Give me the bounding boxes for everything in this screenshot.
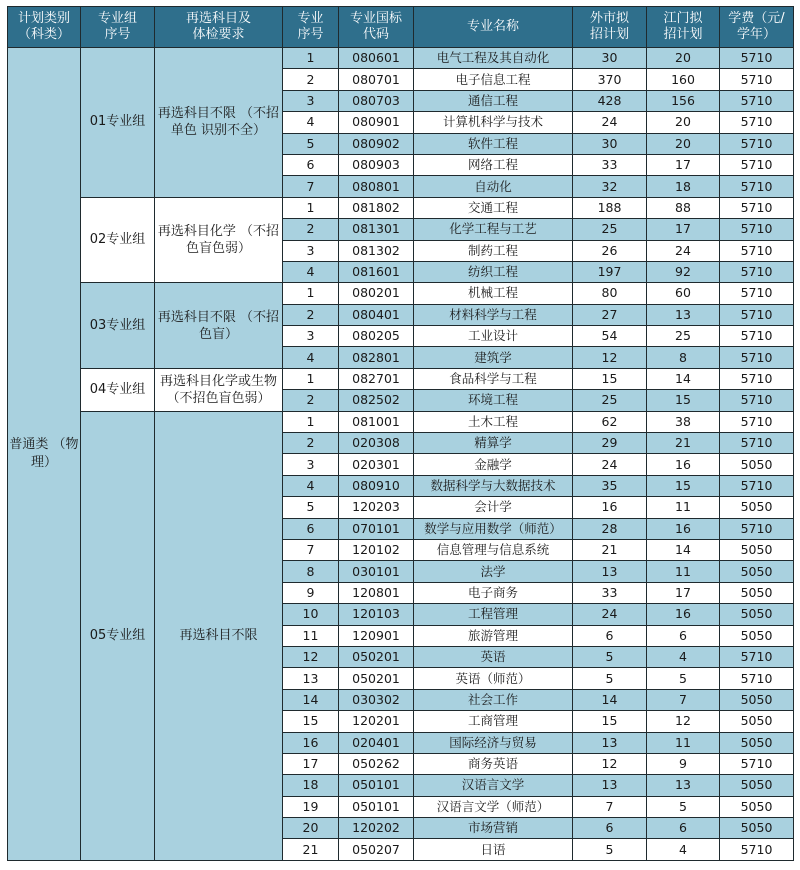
major-seq-cell: 8	[283, 561, 339, 582]
header-category: 计划类别 （科类）	[8, 7, 81, 48]
tuition-cell: 5050	[720, 711, 794, 732]
jiangmen-plan-cell: 17	[647, 154, 720, 175]
tuition-cell: 5710	[720, 219, 794, 240]
tuition-cell: 5050	[720, 497, 794, 518]
major-code-cell: 080901	[339, 112, 414, 133]
major-seq-cell: 1	[283, 48, 339, 69]
major-name-cell: 化学工程与工艺	[414, 219, 573, 240]
major-seq-cell: 6	[283, 518, 339, 539]
major-name-cell: 法学	[414, 561, 573, 582]
major-name-cell: 信息管理与信息系统	[414, 539, 573, 560]
tuition-cell: 5710	[720, 48, 794, 69]
outside-plan-cell: 12	[573, 753, 647, 774]
tuition-cell: 5710	[720, 390, 794, 411]
jiangmen-plan-cell: 17	[647, 219, 720, 240]
major-code-cell: 080910	[339, 475, 414, 496]
major-code-cell: 020308	[339, 433, 414, 454]
table-row	[8, 368, 794, 389]
major-name-cell: 制药工程	[414, 240, 573, 261]
tuition-cell: 5050	[720, 582, 794, 603]
tuition-cell: 5710	[720, 304, 794, 325]
outside-plan-cell: 27	[573, 304, 647, 325]
tuition-cell: 5050	[720, 689, 794, 710]
outside-plan-cell: 24	[573, 112, 647, 133]
outside-plan-cell: 197	[573, 261, 647, 282]
major-name-cell: 市场营销	[414, 818, 573, 839]
jiangmen-plan-cell: 60	[647, 283, 720, 304]
outside-plan-cell: 5	[573, 646, 647, 667]
tuition-cell: 5710	[720, 839, 794, 860]
major-name-cell: 电气工程及其自动化	[414, 48, 573, 69]
major-seq-cell: 21	[283, 839, 339, 860]
major-name-cell: 汉语言文学	[414, 775, 573, 796]
outside-plan-cell: 30	[573, 48, 647, 69]
tuition-cell: 5050	[720, 625, 794, 646]
tuition-cell: 5710	[720, 197, 794, 218]
major-code-cell: 080601	[339, 48, 414, 69]
outside-plan-cell: 32	[573, 176, 647, 197]
outside-plan-cell: 5	[573, 668, 647, 689]
jiangmen-plan-cell: 25	[647, 326, 720, 347]
tuition-cell: 5710	[720, 283, 794, 304]
jiangmen-plan-cell: 13	[647, 775, 720, 796]
major-name-cell: 工商管理	[414, 711, 573, 732]
outside-plan-cell: 6	[573, 818, 647, 839]
major-seq-cell: 10	[283, 604, 339, 625]
tuition-cell: 5050	[720, 732, 794, 753]
requirement-cell: 再选科目不限 （不招单色 识别不全）	[155, 48, 283, 198]
enrollment-plan-table	[7, 6, 794, 861]
major-name-cell: 旅游管理	[414, 625, 573, 646]
major-code-cell: 030302	[339, 689, 414, 710]
major-name-cell: 网络工程	[414, 154, 573, 175]
jiangmen-plan-cell: 92	[647, 261, 720, 282]
tuition-cell: 5710	[720, 411, 794, 432]
major-code-cell: 082701	[339, 368, 414, 389]
major-seq-cell: 17	[283, 753, 339, 774]
major-seq-cell: 20	[283, 818, 339, 839]
jiangmen-plan-cell: 18	[647, 176, 720, 197]
jiangmen-plan-cell: 156	[647, 90, 720, 111]
outside-plan-cell: 21	[573, 539, 647, 560]
group-number-cell: 01专业组	[81, 48, 155, 198]
outside-plan-cell: 28	[573, 518, 647, 539]
requirement-cell: 再选科目化学 （不招色盲色弱）	[155, 197, 283, 283]
major-seq-cell: 1	[283, 283, 339, 304]
jiangmen-plan-cell: 15	[647, 475, 720, 496]
tuition-cell: 5050	[720, 454, 794, 475]
major-code-cell: 050201	[339, 668, 414, 689]
enrollment-plan-table-container	[7, 6, 794, 861]
outside-plan-cell: 25	[573, 219, 647, 240]
tuition-cell: 5710	[720, 112, 794, 133]
major-seq-cell: 3	[283, 90, 339, 111]
outside-plan-cell: 16	[573, 497, 647, 518]
tuition-cell: 5050	[720, 796, 794, 817]
requirement-cell: 再选科目不限 （不招色盲）	[155, 283, 283, 369]
tuition-cell: 5710	[720, 90, 794, 111]
major-seq-cell: 12	[283, 646, 339, 667]
outside-plan-cell: 30	[573, 133, 647, 154]
outside-plan-cell: 29	[573, 433, 647, 454]
outside-plan-cell: 14	[573, 689, 647, 710]
jiangmen-plan-cell: 20	[647, 112, 720, 133]
major-code-cell: 080701	[339, 69, 414, 90]
major-name-cell: 工程管理	[414, 604, 573, 625]
major-code-cell: 080201	[339, 283, 414, 304]
major-code-cell: 120203	[339, 497, 414, 518]
outside-plan-cell: 54	[573, 326, 647, 347]
jiangmen-plan-cell: 21	[647, 433, 720, 454]
major-name-cell: 精算学	[414, 433, 573, 454]
jiangmen-plan-cell: 88	[647, 197, 720, 218]
tuition-cell: 5710	[720, 176, 794, 197]
major-name-cell: 英语（师范）	[414, 668, 573, 689]
major-seq-cell: 4	[283, 347, 339, 368]
header-group-number: 专业组 序号	[81, 7, 155, 48]
major-name-cell: 英语	[414, 646, 573, 667]
jiangmen-plan-cell: 14	[647, 368, 720, 389]
major-code-cell: 080801	[339, 176, 414, 197]
jiangmen-plan-cell: 15	[647, 390, 720, 411]
tuition-cell: 5710	[720, 347, 794, 368]
header-outside-plan: 外市拟 招计划	[573, 7, 647, 48]
major-code-cell: 080902	[339, 133, 414, 154]
major-seq-cell: 7	[283, 539, 339, 560]
tuition-cell: 5710	[720, 433, 794, 454]
outside-plan-cell: 24	[573, 604, 647, 625]
jiangmen-plan-cell: 9	[647, 753, 720, 774]
jiangmen-plan-cell: 24	[647, 240, 720, 261]
major-name-cell: 土木工程	[414, 411, 573, 432]
major-seq-cell: 3	[283, 326, 339, 347]
major-seq-cell: 11	[283, 625, 339, 646]
major-name-cell: 金融学	[414, 454, 573, 475]
jiangmen-plan-cell: 12	[647, 711, 720, 732]
major-name-cell: 社会工作	[414, 689, 573, 710]
major-name-cell: 环境工程	[414, 390, 573, 411]
tuition-cell: 5710	[720, 154, 794, 175]
tuition-cell: 5050	[720, 818, 794, 839]
major-seq-cell: 3	[283, 240, 339, 261]
major-code-cell: 080401	[339, 304, 414, 325]
jiangmen-plan-cell: 16	[647, 604, 720, 625]
major-seq-cell: 16	[283, 732, 339, 753]
tuition-cell: 5710	[720, 368, 794, 389]
outside-plan-cell: 5	[573, 839, 647, 860]
jiangmen-plan-cell: 11	[647, 732, 720, 753]
major-name-cell: 工业设计	[414, 326, 573, 347]
jiangmen-plan-cell: 4	[647, 646, 720, 667]
outside-plan-cell: 6	[573, 625, 647, 646]
header-major-name: 专业名称	[414, 7, 573, 48]
jiangmen-plan-cell: 11	[647, 497, 720, 518]
major-seq-cell: 13	[283, 668, 339, 689]
outside-plan-cell: 13	[573, 732, 647, 753]
group-number-cell: 04专业组	[81, 368, 155, 411]
jiangmen-plan-cell: 17	[647, 582, 720, 603]
major-seq-cell: 2	[283, 390, 339, 411]
table-header-row	[8, 7, 794, 48]
outside-plan-cell: 25	[573, 390, 647, 411]
major-code-cell: 120202	[339, 818, 414, 839]
jiangmen-plan-cell: 5	[647, 796, 720, 817]
outside-plan-cell: 26	[573, 240, 647, 261]
jiangmen-plan-cell: 8	[647, 347, 720, 368]
outside-plan-cell: 24	[573, 454, 647, 475]
tuition-cell: 5050	[720, 561, 794, 582]
outside-plan-cell: 15	[573, 711, 647, 732]
major-name-cell: 建筑学	[414, 347, 573, 368]
major-seq-cell: 1	[283, 368, 339, 389]
major-name-cell: 计算机科学与技术	[414, 112, 573, 133]
header-tuition: 学费（元/ 学年）	[720, 7, 794, 48]
major-name-cell: 电子信息工程	[414, 69, 573, 90]
group-number-cell: 02专业组	[81, 197, 155, 283]
tuition-cell: 5050	[720, 539, 794, 560]
major-code-cell: 070101	[339, 518, 414, 539]
major-code-cell: 081301	[339, 219, 414, 240]
major-seq-cell: 15	[283, 711, 339, 732]
group-number-cell: 03专业组	[81, 283, 155, 369]
tuition-cell: 5710	[720, 646, 794, 667]
major-code-cell: 050101	[339, 775, 414, 796]
major-code-cell: 020401	[339, 732, 414, 753]
major-seq-cell: 9	[283, 582, 339, 603]
major-name-cell: 自动化	[414, 176, 573, 197]
tuition-cell: 5710	[720, 133, 794, 154]
major-code-cell: 120901	[339, 625, 414, 646]
outside-plan-cell: 35	[573, 475, 647, 496]
jiangmen-plan-cell: 14	[647, 539, 720, 560]
jiangmen-plan-cell: 11	[647, 561, 720, 582]
major-code-cell: 080703	[339, 90, 414, 111]
outside-plan-cell: 13	[573, 561, 647, 582]
jiangmen-plan-cell: 38	[647, 411, 720, 432]
header-requirements: 再选科目及 体检要求	[155, 7, 283, 48]
outside-plan-cell: 62	[573, 411, 647, 432]
table-body	[8, 48, 794, 861]
major-name-cell: 材料科学与工程	[414, 304, 573, 325]
requirement-cell: 再选科目不限	[155, 411, 283, 860]
major-name-cell: 日语	[414, 839, 573, 860]
header-jiangmen-plan: 江门拟 招计划	[647, 7, 720, 48]
major-seq-cell: 6	[283, 154, 339, 175]
major-code-cell: 080205	[339, 326, 414, 347]
major-code-cell: 081302	[339, 240, 414, 261]
tuition-cell: 5710	[720, 69, 794, 90]
major-code-cell: 082801	[339, 347, 414, 368]
major-code-cell: 050207	[339, 839, 414, 860]
major-code-cell: 080903	[339, 154, 414, 175]
major-name-cell: 纺织工程	[414, 261, 573, 282]
outside-plan-cell: 15	[573, 368, 647, 389]
outside-plan-cell: 33	[573, 582, 647, 603]
outside-plan-cell: 370	[573, 69, 647, 90]
header-major-code: 专业国标 代码	[339, 7, 414, 48]
outside-plan-cell: 13	[573, 775, 647, 796]
major-code-cell: 081001	[339, 411, 414, 432]
tuition-cell: 5710	[720, 668, 794, 689]
outside-plan-cell: 80	[573, 283, 647, 304]
major-seq-cell: 2	[283, 69, 339, 90]
major-seq-cell: 4	[283, 112, 339, 133]
major-code-cell: 120801	[339, 582, 414, 603]
tuition-cell: 5710	[720, 326, 794, 347]
major-seq-cell: 7	[283, 176, 339, 197]
tuition-cell: 5710	[720, 518, 794, 539]
outside-plan-cell: 428	[573, 90, 647, 111]
major-name-cell: 电子商务	[414, 582, 573, 603]
major-code-cell: 081802	[339, 197, 414, 218]
tuition-cell: 5050	[720, 775, 794, 796]
major-code-cell: 120102	[339, 539, 414, 560]
jiangmen-plan-cell: 13	[647, 304, 720, 325]
table-row	[8, 283, 794, 304]
group-number-cell: 05专业组	[81, 411, 155, 860]
table-row	[8, 411, 794, 432]
outside-plan-cell: 7	[573, 796, 647, 817]
tuition-cell: 5710	[720, 753, 794, 774]
major-name-cell: 交通工程	[414, 197, 573, 218]
tuition-cell: 5710	[720, 475, 794, 496]
category-cell: 普通类 （物理）	[8, 48, 81, 861]
major-seq-cell: 2	[283, 304, 339, 325]
major-code-cell: 120103	[339, 604, 414, 625]
major-code-cell: 050101	[339, 796, 414, 817]
jiangmen-plan-cell: 6	[647, 818, 720, 839]
major-seq-cell: 2	[283, 433, 339, 454]
major-seq-cell: 14	[283, 689, 339, 710]
major-code-cell: 050262	[339, 753, 414, 774]
major-code-cell: 081601	[339, 261, 414, 282]
major-seq-cell: 1	[283, 411, 339, 432]
jiangmen-plan-cell: 16	[647, 518, 720, 539]
jiangmen-plan-cell: 7	[647, 689, 720, 710]
outside-plan-cell: 33	[573, 154, 647, 175]
outside-plan-cell: 188	[573, 197, 647, 218]
requirement-cell: 再选科目化学或生物 （不招色盲色弱）	[155, 368, 283, 411]
major-code-cell: 030101	[339, 561, 414, 582]
major-name-cell: 软件工程	[414, 133, 573, 154]
major-code-cell: 050201	[339, 646, 414, 667]
major-seq-cell: 4	[283, 261, 339, 282]
jiangmen-plan-cell: 6	[647, 625, 720, 646]
major-seq-cell: 2	[283, 219, 339, 240]
jiangmen-plan-cell: 5	[647, 668, 720, 689]
major-name-cell: 机械工程	[414, 283, 573, 304]
major-code-cell: 082502	[339, 390, 414, 411]
major-seq-cell: 3	[283, 454, 339, 475]
major-name-cell: 商务英语	[414, 753, 573, 774]
major-seq-cell: 5	[283, 497, 339, 518]
major-seq-cell: 4	[283, 475, 339, 496]
jiangmen-plan-cell: 16	[647, 454, 720, 475]
major-name-cell: 食品科学与工程	[414, 368, 573, 389]
major-seq-cell: 1	[283, 197, 339, 218]
jiangmen-plan-cell: 20	[647, 133, 720, 154]
major-name-cell: 通信工程	[414, 90, 573, 111]
major-name-cell: 国际经济与贸易	[414, 732, 573, 753]
tuition-cell: 5050	[720, 604, 794, 625]
major-code-cell: 020301	[339, 454, 414, 475]
major-name-cell: 会计学	[414, 497, 573, 518]
major-name-cell: 数学与应用数学（师范）	[414, 518, 573, 539]
major-seq-cell: 19	[283, 796, 339, 817]
major-seq-cell: 18	[283, 775, 339, 796]
table-row	[8, 197, 794, 218]
major-name-cell: 汉语言文学（师范）	[414, 796, 573, 817]
tuition-cell: 5710	[720, 240, 794, 261]
outside-plan-cell: 12	[573, 347, 647, 368]
header-major-seq: 专业 序号	[283, 7, 339, 48]
major-code-cell: 120201	[339, 711, 414, 732]
table-row	[8, 48, 794, 69]
jiangmen-plan-cell: 160	[647, 69, 720, 90]
jiangmen-plan-cell: 20	[647, 48, 720, 69]
tuition-cell: 5710	[720, 261, 794, 282]
jiangmen-plan-cell: 4	[647, 839, 720, 860]
major-name-cell: 数据科学与大数据技术	[414, 475, 573, 496]
major-seq-cell: 5	[283, 133, 339, 154]
